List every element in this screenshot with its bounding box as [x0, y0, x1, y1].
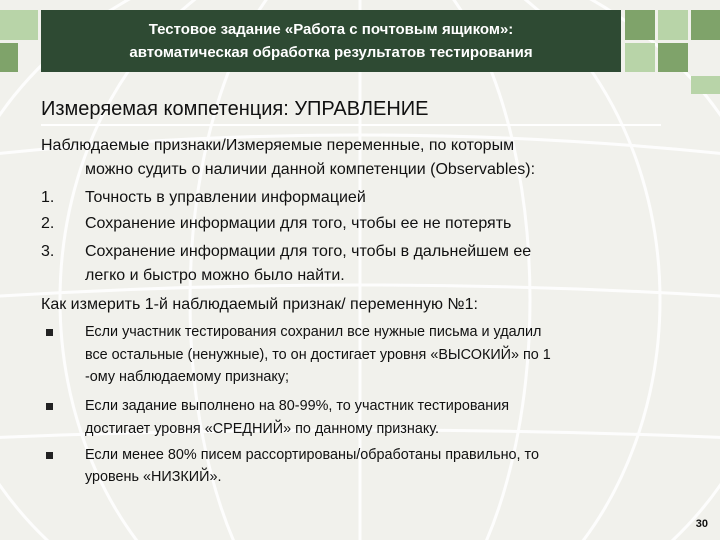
criterion-2-line-2: достигает уровня «СРЕДНИЙ» по данному признаку. — [85, 421, 440, 437]
deco-square — [0, 43, 18, 72]
intro-line-1: Наблюдаемые признаки/Измеряемые переменные, по которым — [41, 137, 515, 154]
list-number: 3. — [41, 243, 55, 260]
intro-line-2: можно судить о наличии данной компетенции (Observables): — [85, 161, 536, 178]
observable-2: Сохранение информации для того, чтобы ее не потерять — [85, 215, 512, 232]
deco-square — [658, 10, 688, 40]
bullet-square-icon — [46, 329, 53, 336]
observable-3-line-2: легко и быстро можно было найти. — [85, 267, 345, 284]
measure-title: Как измерить 1-й наблюдаемый признак/ переменную №1: — [41, 296, 478, 313]
criterion-2-line-1: Если задание выполнено на 80-99%, то участник тестирования — [85, 398, 510, 414]
title-line-2: автоматическая обработка результатов тестирования — [129, 44, 533, 61]
deco-square — [691, 76, 720, 94]
divider — [41, 124, 661, 126]
list-number: 2. — [41, 215, 55, 232]
criterion-1-line-2: все остальные (ненужные), то он достигает уровня «ВЫСОКИЙ» по 1 — [85, 347, 551, 363]
list-number: 1. — [41, 189, 55, 206]
criterion-3-line-2: уровень «НИЗКИЙ». — [85, 469, 222, 485]
title-banner — [41, 10, 621, 72]
criterion-1-line-3: -ому наблюдаемому признаку; — [85, 369, 290, 385]
deco-square — [0, 10, 38, 40]
deco-square — [691, 10, 720, 40]
deco-square — [625, 43, 655, 72]
page-number: 30 — [695, 518, 708, 530]
bullet-square-icon — [46, 403, 53, 410]
criterion-1-line-1: Если участник тестирования сохранил все нужные письма и удалил — [85, 324, 542, 340]
deco-square — [625, 10, 655, 40]
criterion-3-line-1: Если менее 80% писем рассортированы/обработаны правильно, то — [85, 447, 539, 463]
observable-3-line-1: Сохранение информации для того, чтобы в дальнейшем ее — [85, 243, 532, 260]
bullet-square-icon — [46, 452, 53, 459]
title-line-1: Тестовое задание «Работа с почтовым ящиком»: — [148, 21, 514, 38]
competency-heading: Измеряемая компетенция: УПРАВЛЕНИЕ — [41, 98, 429, 120]
deco-square — [658, 43, 688, 72]
observable-1: Точность в управлении информацией — [85, 189, 366, 206]
